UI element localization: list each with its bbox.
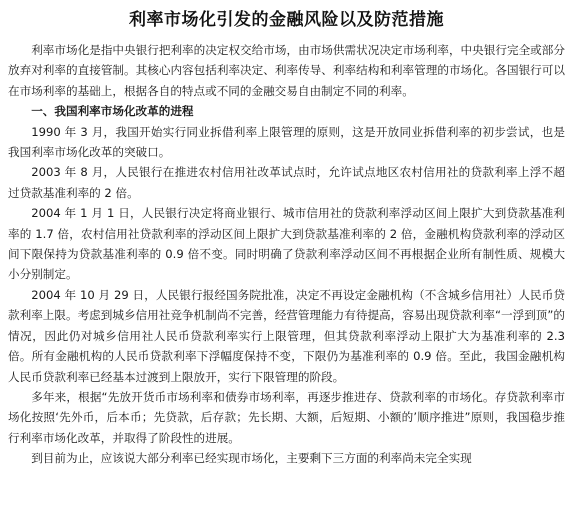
paragraph-2003: 2003 年 8 月，人民银行在推进农村信用社改革试点时，允许试点地区农村信用社的贷款利率上浮不超过贷款基准利率的 2 倍。 xyxy=(8,165,565,200)
paragraph-2004-oct: 2004 年 10 月 29 日，人民银行报经国务院批准，决定不再设定金融机构（不含城乡信用社）人民币贷款利率上限。考虑到城乡信用社竞争机制尚不完善，经营管理能力有待提高，容易出现贷款利率“一浮到顶”的情况，因此仍对城乡信用社人民币贷款利率实行上限管理，但其贷款利率浮动上限扩大为基准利率的 2.3 倍。所有金融机构的人民币贷款利率下浮幅度保持不变，下限仍为基准利率的 0.9 倍。至此，我国金融机构人民币贷款利率已经基本过渡到上限放开，实行下限管理的阶段。 xyxy=(8,287,565,384)
paragraph-1990: 1990 年 3 月，我国开始实行同业拆借利率上限管理的原则，这是开放同业拆借利率的初步尝试，也是我国利率市场化改革的突破口。 xyxy=(8,124,565,160)
paragraph-current-status: 到目前为止，应该说大部分利率已经实现市场化，主要剩下三方面的利率尚未完全实现 xyxy=(31,451,472,466)
paragraph-principles: 多年来，根据“先放开货币市场利率和债券市场利率，再逐步推进存、贷款利率的市场化。存贷款利率市场化按照‘先外币，后本币；先贷款，后存款；先长期、大额，后短期、小额的’顺序推进”原则，我国稳步推行利率市场化改革，并取得了阶段性的进展。 xyxy=(8,389,565,445)
article-body xyxy=(0,31,573,469)
paragraph-2004-jan: 2004 年 1 月 1 日，人民银行决定将商业银行、城市信用社的贷款利率浮动区间上限扩大到贷款基准利率的 1.7 倍，农村信用社贷款利率的浮动区间上限扩大到贷款基准利率的 2 倍，金融机构贷款利率的浮动区间下限保持为贷款基准利率的 0.9 倍不变。同时明确了贷款利率浮动区间不再根据企业所有制性质、规模大小分别制定。 xyxy=(8,206,565,282)
intro-paragraph: 利率市场化是指中央银行把利率的决定权交给市场，由市场供需状况决定市场利率，中央银行完全或部分放弃对利率的直接管制。其核心内容包括利率决定、利率传导、利率结构和利率管理的市场化。各国银行可以在市场利率的基础上，根据各自的特点或不同的金融交易自由制定不同的利率。 xyxy=(8,43,565,98)
article-title: 利率市场化引发的金融风险以及防范措施 xyxy=(129,10,444,30)
section-heading: 一、我国利率市场化改革的进程 xyxy=(31,104,194,119)
